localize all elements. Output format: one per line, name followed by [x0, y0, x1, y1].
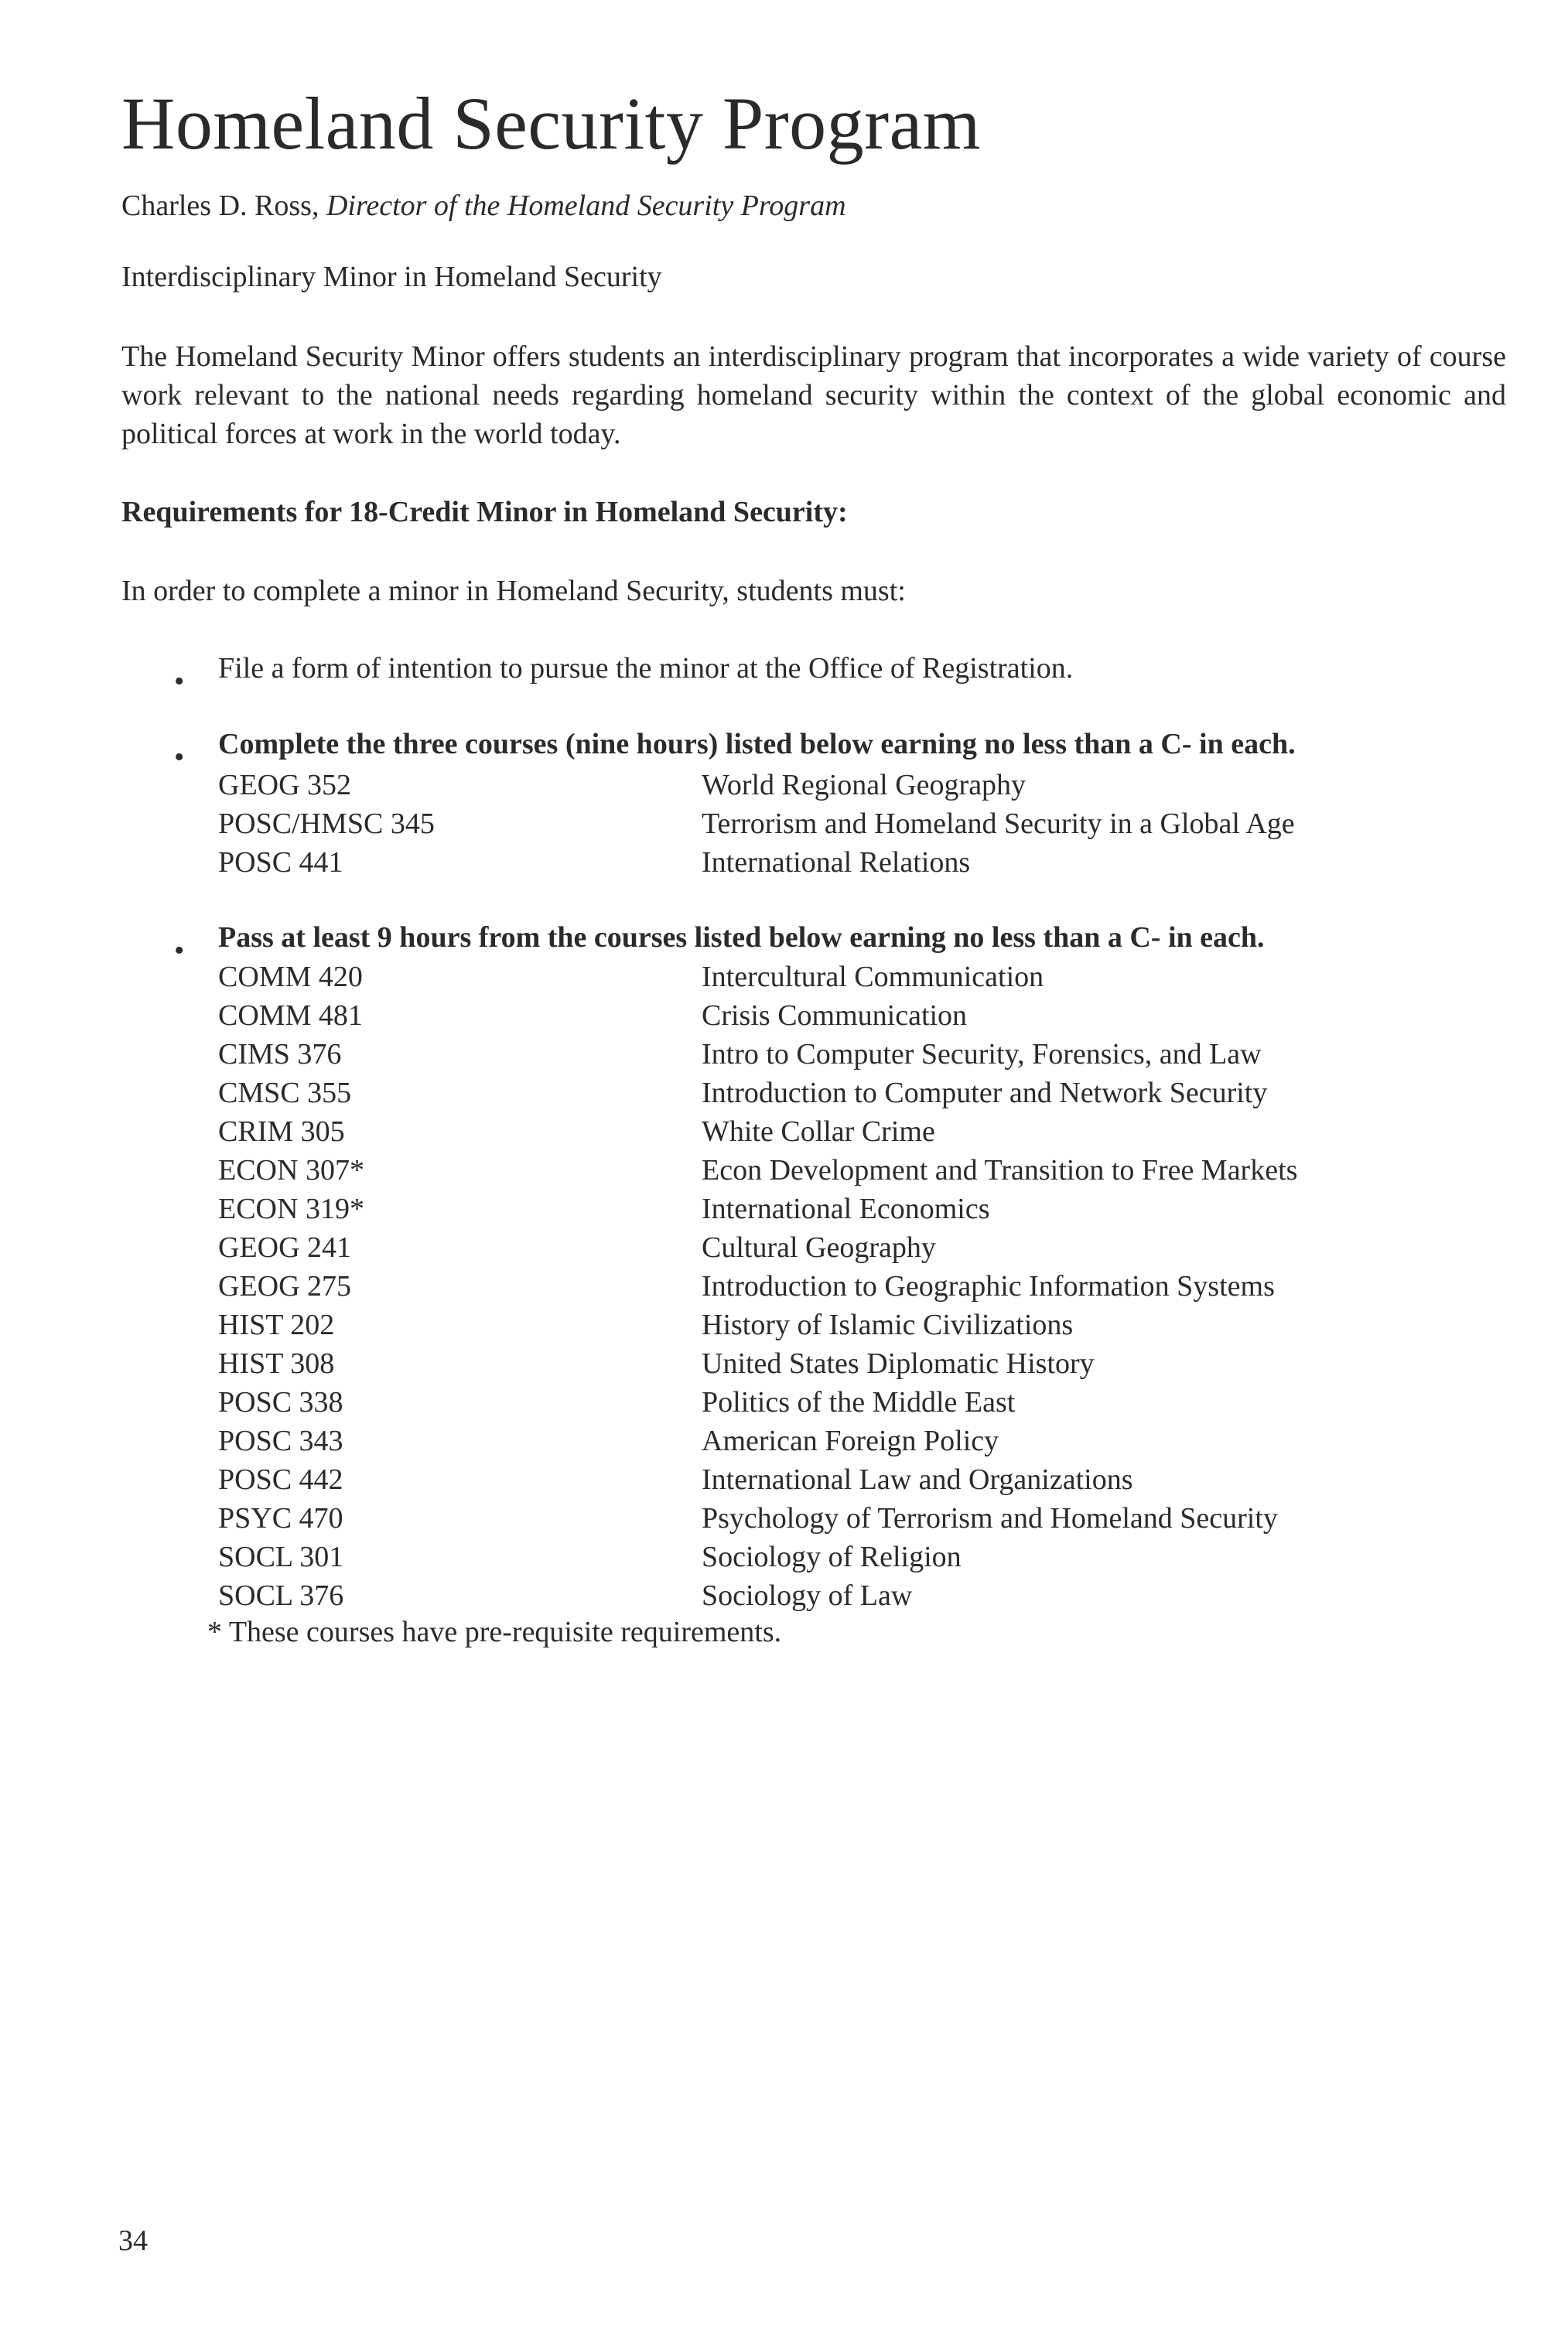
course-code: GEOG 275 — [218, 1270, 352, 1303]
course-title: Crisis Communication — [702, 999, 968, 1032]
course-title: International Economics — [702, 1193, 990, 1225]
course-code: HIST 202 — [218, 1309, 335, 1341]
elective-course-list — [218, 958, 1456, 1615]
course-code: CRIM 305 — [218, 1115, 345, 1148]
requirement-3-text: Pass at least 9 hours from the courses listed below earning no less than a C- in each. — [218, 921, 1265, 954]
course-row — [218, 804, 1456, 843]
course-row — [218, 1151, 1456, 1190]
course-row — [218, 1035, 1456, 1074]
byline — [121, 189, 846, 224]
course-row — [218, 1538, 1456, 1576]
course-title: History of Islamic Civilizations — [702, 1309, 1074, 1341]
course-row — [218, 1112, 1456, 1151]
course-code: POSC 442 — [218, 1463, 343, 1496]
course-title: World Regional Geography — [702, 769, 1027, 801]
course-title: International Law and Organizations — [702, 1463, 1133, 1496]
director-role: Director of the Homeland Security Program — [326, 190, 846, 222]
course-code: ECON 307* — [218, 1154, 364, 1187]
course-code: GEOG 352 — [218, 769, 352, 801]
course-title: Psychology of Terrorism and Homeland Security — [702, 1502, 1278, 1535]
course-row — [218, 1228, 1456, 1267]
course-row — [218, 1383, 1456, 1422]
course-title: Sociology of Law — [702, 1579, 913, 1612]
course-code: POSC 441 — [218, 846, 343, 879]
course-row — [218, 1576, 1456, 1615]
bullet-icon: • — [174, 934, 185, 967]
page-number: 34 — [118, 2225, 148, 2257]
course-row — [218, 1499, 1456, 1538]
course-row — [218, 1344, 1456, 1383]
course-row — [218, 1267, 1456, 1306]
bullet-icon: • — [174, 741, 185, 773]
program-description: The Homeland Security Minor offers students an interdisciplinary program that incorporates a wide variety of course work relevant to the national needs regarding homeland security within the context of the global economic and political forces at work in the world today. — [121, 340, 1506, 450]
page-title: Homeland Security Program — [121, 82, 981, 165]
course-code: CIMS 376 — [218, 1038, 342, 1070]
course-row — [218, 996, 1456, 1035]
course-row — [218, 958, 1456, 996]
course-code: HIST 308 — [218, 1347, 335, 1380]
course-code: COMM 481 — [218, 999, 363, 1032]
director-name: Charles D. Ross, — [121, 190, 319, 222]
course-title: White Collar Crime — [702, 1115, 935, 1148]
course-row — [218, 843, 1456, 882]
course-title: Cultural Geography — [702, 1231, 936, 1264]
requirement-1-text: File a form of intention to pursue the minor at the Office of Registration. — [218, 652, 1074, 685]
course-row — [218, 1422, 1456, 1460]
course-code: ECON 319* — [218, 1193, 364, 1225]
course-title: Introduction to Computer and Network Security — [702, 1077, 1268, 1109]
course-code: CMSC 355 — [218, 1077, 352, 1109]
course-code: POSC/HMSC 345 — [218, 808, 435, 840]
course-title: International Relations — [702, 846, 971, 879]
course-title: Sociology of Religion — [702, 1541, 962, 1573]
requirements-heading: Requirements for 18-Credit Minor in Homeland Security: — [121, 496, 848, 528]
course-code: PSYC 470 — [218, 1502, 343, 1535]
course-code: SOCL 301 — [218, 1541, 344, 1573]
course-code: POSC 338 — [218, 1386, 343, 1419]
course-title: United States Diplomatic History — [702, 1347, 1095, 1380]
course-title: Politics of the Middle East — [702, 1386, 1016, 1419]
prerequisite-footnote: * These courses have pre-requisite requirements. — [207, 1616, 782, 1648]
course-row — [218, 1190, 1456, 1228]
course-title: Intro to Computer Security, Forensics, and Law — [702, 1038, 1262, 1070]
course-row — [218, 1460, 1456, 1499]
course-code: COMM 420 — [218, 961, 363, 993]
course-row — [218, 766, 1456, 804]
bullet-icon: • — [174, 665, 185, 698]
course-code: POSC 343 — [218, 1425, 343, 1457]
requirement-2-text: Complete the three courses (nine hours) listed below earning no less than a C- in each. — [218, 728, 1296, 760]
course-title: Terrorism and Homeland Security in a Global Age — [702, 808, 1295, 840]
course-title: Introduction to Geographic Information Systems — [702, 1270, 1275, 1303]
course-title: Econ Development and Transition to Free Markets — [702, 1154, 1298, 1187]
course-row — [218, 1306, 1456, 1344]
course-code: SOCL 376 — [218, 1579, 344, 1612]
course-title: Intercultural Communication — [702, 961, 1044, 993]
course-code: GEOG 241 — [218, 1231, 352, 1264]
course-row — [218, 1074, 1456, 1112]
required-course-list — [218, 766, 1456, 882]
course-title: American Foreign Policy — [702, 1425, 999, 1457]
program-subtitle: Interdisciplinary Minor in Homeland Security — [121, 261, 662, 293]
requirements-intro: In order to complete a minor in Homeland Security, students must: — [121, 575, 906, 607]
